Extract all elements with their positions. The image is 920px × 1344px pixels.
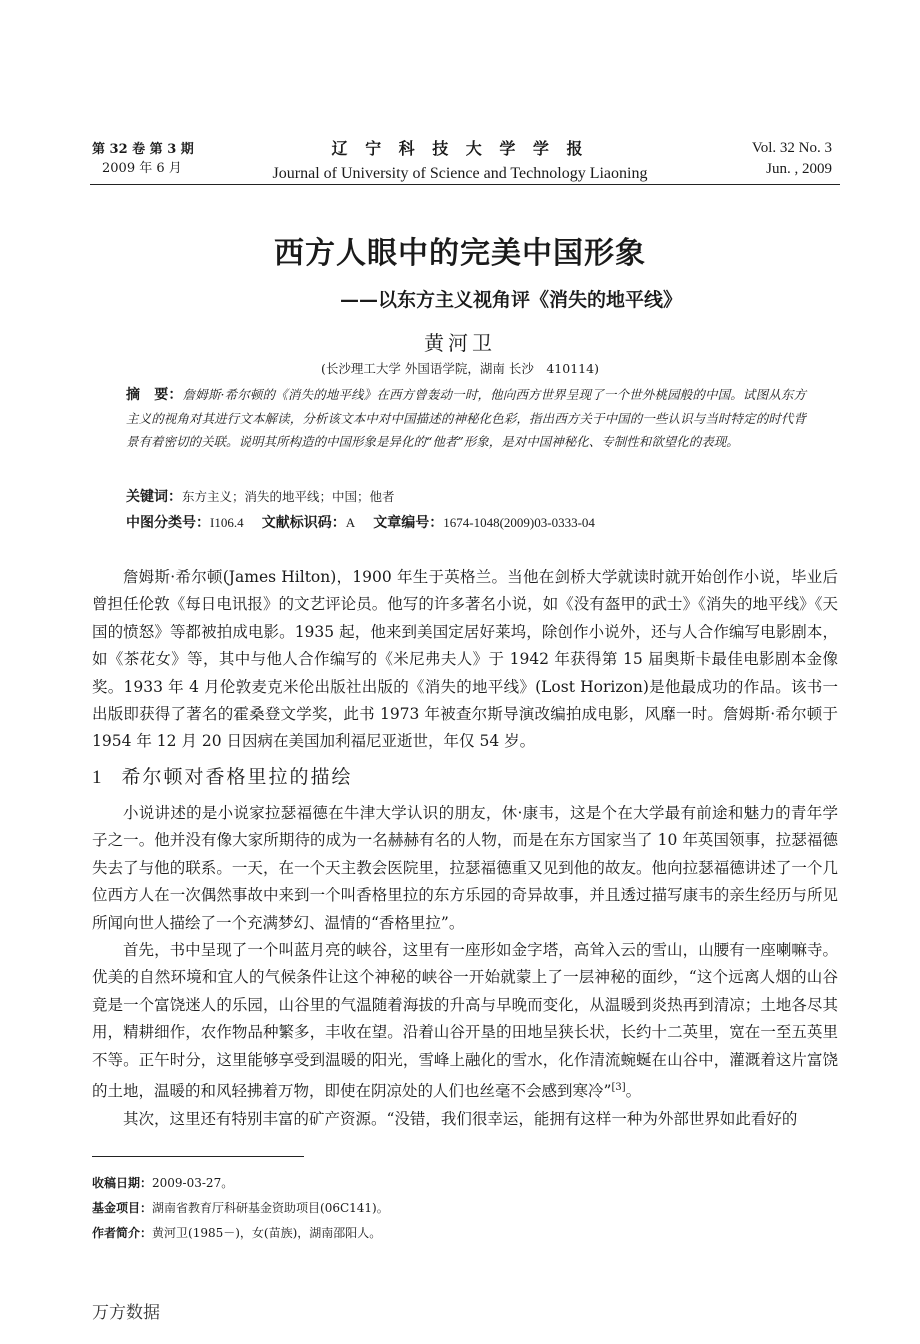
author-affiliation: (长沙理工大学 外国语学院，湖南 长沙 410114) xyxy=(321,361,599,376)
intro-body xyxy=(92,564,838,756)
intro-paragraph: 詹姆斯·希尔顿(James Hilton)，1900 年生于英格兰。当他在剑桥大学就读时就开始创作小说，毕业后曾担任伦敦《每日电讯报》的文艺评论员。他写的许多著名小说，如《没有盔甲的武士》《消失的地平线》《天国的愤怒》等都被拍成电影。1935 起，他来到美国定居好莱坞，除创作小说外，还与人合作编写电影剧本，如《茶花女》等，其中与他人合作编写的《米尼弗夫人》于 1942 年获得第 15 届奥斯卡最佳电影剧本金像奖。1933 年 4 月伦敦麦克米伦出版社出版的《消失的地平线》(Lost Horizon)是他最成功的作品。该书一出版即获得了著名的霍桑登文学奖，此书 1973 年被查尔斯导演改编拍成电影，风靡一时。詹姆斯·希尔顿于 1954 年 12 月 20 日因病在美国加利福尼亚逝世，年仅 54 岁。 xyxy=(92,568,838,751)
header-issue-cn xyxy=(92,140,194,178)
author-bio-label: 作者简介： xyxy=(92,1226,153,1240)
date-en: Jun. , 2009 xyxy=(766,161,832,177)
section-number: 1 xyxy=(92,767,104,788)
received-value: 2009-03-27。 xyxy=(152,1176,234,1190)
doc-code-value: A xyxy=(345,515,356,530)
paper-subtitle: ——以东方主义视角评《消失的地平线》 xyxy=(340,289,683,311)
fund-label: 基金项目： xyxy=(92,1201,153,1215)
watermark: 万方数据 xyxy=(92,1303,160,1323)
section-paragraph-1: 小说讲述的是小说家拉瑟福德在牛津大学认识的朋友，休·康韦，这是个在大学最有前途和魅力的青年学子之一。他并没有像大家所期待的成为一名赫赫有名的人物，而是在东方国家当了 10 年英国领事，拉瑟福德失去了与他的联系。一天，在一个天主教会医院里，拉瑟福德重又见到他的故友。他向拉瑟福德讲述了一个几位西方人在一次偶然事故中来到一个叫香格里拉的东方乐园的奇异故事，并且透过描写康韦的亲生经历与所见所闻向世人描绘了一个充满梦幻、温情的“香格里拉”。 xyxy=(92,804,838,932)
received-label: 收稿日期： xyxy=(92,1176,153,1190)
section-paragraph-2 xyxy=(92,937,838,1106)
footnote-received xyxy=(92,1174,838,1191)
paper-title: 西方人眼中的完美中国形象 xyxy=(274,236,646,271)
section-paragraph-3: 其次，这里还有特别丰富的矿产资源。“没错，我们很幸运，能拥有这样一种为外部世界如此看好的 xyxy=(123,1109,798,1128)
citation-tail: 。 xyxy=(625,1082,642,1101)
header-issue-en xyxy=(752,138,832,180)
section-body xyxy=(92,800,838,1133)
footnote-author xyxy=(92,1224,838,1241)
article-number-value: 1674-1048(2009)03-0333-04 xyxy=(443,515,595,530)
abstract-text: 詹姆斯·希尔顿的《消失的地平线》在西方曾轰动一时，他向西方世界呈现了一个世外桃园般的中国。试图从东方主义的视角对其进行文本解读，分析该文本中对中国描述的神秘化色彩，指出西方关于中国的一些认识与当时特定的时代背景有着密切的关联。说明其所构造的中国形象是异化的“他者”形象，是对中国神秘化、专制性和欲望化的表现。 xyxy=(126,387,807,449)
author-bio-value: 黄河卫(1985－)，女(苗族)，湖南邵阳人。 xyxy=(152,1226,382,1240)
journal-title-cn: 辽 宁 科 技 大 学 学 报 xyxy=(331,139,589,158)
date-cn: 2009 年 6 月 xyxy=(102,161,182,176)
article-number-label: 文章编号： xyxy=(373,515,444,531)
doc-code-label: 文献标识码： xyxy=(261,515,346,531)
section-title: 希尔顿对香格里拉的描绘 xyxy=(121,766,353,788)
abstract xyxy=(126,383,806,453)
keywords-text: 东方主义；消失的地平线；中国；他者 xyxy=(182,489,395,504)
footnote-rule xyxy=(92,1156,304,1157)
clc-label: 中图分类号： xyxy=(126,515,210,531)
volume-cn: 第 32 卷 第 3 期 xyxy=(92,142,194,157)
header-rule xyxy=(90,184,840,185)
classification-line xyxy=(126,512,826,532)
footnote-fund xyxy=(92,1199,838,1216)
fund-value: 湖南省教育厅科研基金资助项目(06C141)。 xyxy=(152,1201,389,1215)
clc-value: I106.4 xyxy=(210,515,244,530)
author-name: 黄河卫 xyxy=(424,331,496,355)
journal-title-en: Journal of University of Science and Technology Liaoning xyxy=(272,165,648,182)
keywords xyxy=(126,486,806,506)
volume-en: Vol. 32 No. 3 xyxy=(751,140,832,156)
citation-mark: [3] xyxy=(611,1082,626,1094)
keywords-label: 关键词： xyxy=(126,489,182,505)
journal-title xyxy=(250,136,670,183)
section-heading xyxy=(92,762,353,789)
section-paragraph-2-text: 首先，书中呈现了一个叫蓝月亮的峡谷，这里有一座形如金字塔，高耸入云的雪山，山腰有一座喇嘛寺。优美的自然环境和宜人的气候条件让这个神秘的峡谷一开始就蒙上了一层神秘的面纱，“这个远离人烟的山谷竟是一个富饶迷人的乐园，山谷里的气温随着海拔的升高与早晚而变化，从温暖到炎热再到清凉；土地各尽其用，精耕细作，农作物品种繁多，丰收在望。沿着山谷开垦的田地呈狭长状，长约十二英里，宽在一至五英里不等。正午时分，这里能够享受到温暖的阳光，雪峰上融化的雪水，化作清流蜿蜒在山谷中，灌溉着这片富饶的土地，温暖的和风轻拂着万物，即使在阴凉处的人们也丝毫不会感到寒冷” xyxy=(92,941,838,1101)
abstract-label: 摘 要： xyxy=(126,387,183,403)
